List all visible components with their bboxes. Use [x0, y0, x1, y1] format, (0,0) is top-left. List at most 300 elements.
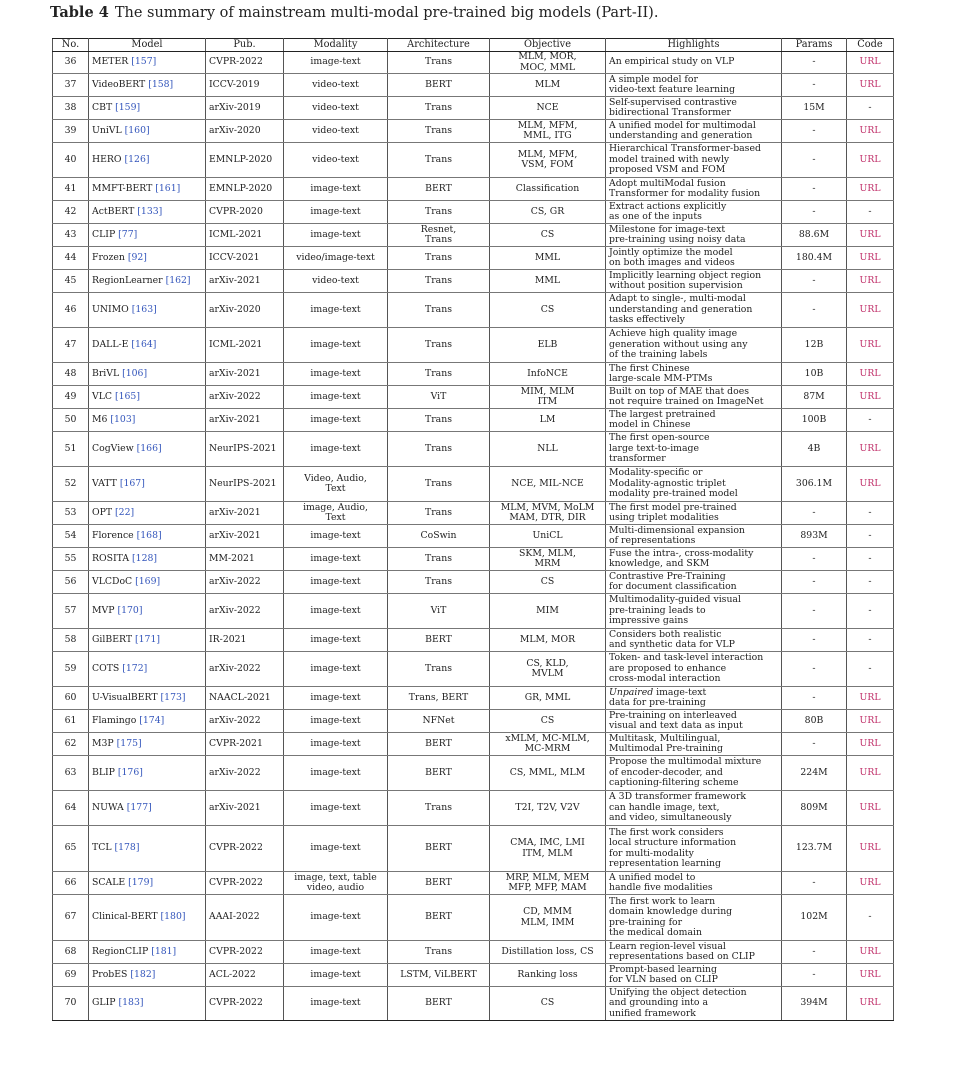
- params-cell: 180.4M: [782, 247, 847, 270]
- architecture-cell: Trans, BERT: [388, 687, 490, 710]
- modality-cell: image-text: [284, 710, 388, 733]
- highlights-cell: Considers both realistic and synthetic data for VLP: [606, 629, 782, 652]
- code-url-link[interactable]: URL: [859, 968, 881, 980]
- table-row: [53, 74, 894, 97]
- code-url-link[interactable]: URL: [859, 367, 881, 379]
- table-row: [53, 120, 894, 143]
- code-cell: [847, 791, 894, 826]
- architecture-cell: Trans: [388, 52, 490, 74]
- row-number: 59: [53, 652, 89, 687]
- params-cell: 306.1M: [782, 467, 847, 502]
- publication-venue: arXiv-2022: [206, 571, 284, 594]
- params-cell: -: [782, 652, 847, 687]
- highlights-cell: The first work to learn domain knowledge during pre-training for the medical domain: [606, 895, 782, 941]
- objective-cell: CS, MML, MLM: [490, 756, 606, 791]
- objective-cell: CD, MMM MLM, IMM: [490, 895, 606, 941]
- modality-cell: image-text: [284, 687, 388, 710]
- code-url-link[interactable]: URL: [859, 945, 881, 957]
- table-row: [53, 629, 894, 652]
- publication-venue: ICCV-2021: [206, 247, 284, 270]
- modality-cell: image-text: [284, 629, 388, 652]
- row-number: 60: [53, 687, 89, 710]
- code-cell: -: [847, 629, 894, 652]
- architecture-cell: NFNet: [388, 710, 490, 733]
- code-url-link[interactable]: URL: [859, 390, 881, 402]
- model-name-text: M6: [92, 413, 111, 425]
- architecture-cell: BERT: [388, 826, 490, 872]
- modality-cell: image-text: [284, 178, 388, 201]
- architecture-cell: Trans: [388, 432, 490, 467]
- col-params-header: Params: [782, 39, 847, 52]
- publication-venue: IR-2021: [206, 629, 284, 652]
- table-row: [53, 872, 894, 895]
- code-url-link[interactable]: URL: [859, 228, 881, 240]
- table-row: [53, 594, 894, 629]
- model-name-text: VLC: [92, 390, 115, 402]
- citation-link[interactable]: [92]: [127, 251, 147, 263]
- highlights-cell: Prompt-based learning for VLN based on CLIP: [606, 964, 782, 987]
- modality-cell: image-text: [284, 386, 388, 409]
- architecture-cell: Trans: [388, 293, 490, 328]
- architecture-cell: CoSwin: [388, 525, 490, 548]
- row-number: 56: [53, 571, 89, 594]
- model-name: [89, 687, 206, 710]
- model-name: [89, 409, 206, 432]
- architecture-cell: ViT: [388, 386, 490, 409]
- row-number: 53: [53, 502, 89, 525]
- model-name-text: Flamingo: [92, 714, 140, 726]
- model-name: [89, 120, 206, 143]
- row-number: 57: [53, 594, 89, 629]
- table-row: [53, 97, 894, 120]
- modality-cell: image-text: [284, 941, 388, 964]
- code-url-link[interactable]: URL: [859, 997, 881, 1009]
- citation-link[interactable]: [106]: [122, 367, 148, 379]
- code-url-link[interactable]: URL: [859, 274, 881, 286]
- publication-venue: CVPR-2022: [206, 52, 284, 74]
- highlights-cell: The largest pretrained model in Chinese: [606, 409, 782, 432]
- model-name: [89, 386, 206, 409]
- model-name-text: HERO: [92, 153, 125, 165]
- highlights-cell: Pre-training on interleaved visual and text data as input: [606, 710, 782, 733]
- table-row: [53, 247, 894, 270]
- publication-venue: arXiv-2022: [206, 652, 284, 687]
- highlights-cell: Built on top of MAE that does not require trained on ImageNet: [606, 386, 782, 409]
- architecture-cell: ViT: [388, 594, 490, 629]
- code-cell: -: [847, 201, 894, 224]
- code-cell: -: [847, 409, 894, 432]
- code-cell: [847, 178, 894, 201]
- row-number: 43: [53, 224, 89, 247]
- highlights-cell: Self-supervised contrastive bidirectional Transformer: [606, 97, 782, 120]
- citation-link[interactable]: [175]: [116, 737, 142, 749]
- row-number: 52: [53, 467, 89, 502]
- model-name: [89, 710, 206, 733]
- citation-link[interactable]: [170]: [117, 604, 143, 616]
- architecture-cell: Trans: [388, 652, 490, 687]
- col-highlights-header: Highlights: [606, 39, 782, 52]
- model-name-text: ProbES: [92, 968, 131, 980]
- model-name: [89, 571, 206, 594]
- model-name-text: MVP: [92, 604, 118, 616]
- objective-cell: Ranking loss: [490, 964, 606, 987]
- code-cell: [847, 293, 894, 328]
- highlights-cell: An empirical study on VLP: [606, 52, 782, 74]
- architecture-cell: Trans: [388, 791, 490, 826]
- code-url-link[interactable]: URL: [859, 303, 881, 315]
- col-model-header: Model: [89, 39, 206, 52]
- table-row: [53, 224, 894, 247]
- code-url-link[interactable]: URL: [859, 477, 881, 489]
- model-name: [89, 293, 206, 328]
- row-number: 45: [53, 270, 89, 293]
- row-number: 62: [53, 733, 89, 756]
- model-name-text: METER: [92, 56, 132, 68]
- citation-link[interactable]: [168]: [136, 529, 162, 541]
- citation-link[interactable]: [176]: [117, 766, 143, 778]
- code-url-link[interactable]: URL: [859, 78, 881, 90]
- code-url-link[interactable]: URL: [859, 766, 881, 778]
- citation-link[interactable]: [171]: [135, 633, 160, 645]
- params-cell: 809M: [782, 791, 847, 826]
- architecture-cell: Trans: [388, 201, 490, 224]
- modality-cell: image-text: [284, 987, 388, 1021]
- highlights-cell: Extract actions explicitly as one of the inputs: [606, 201, 782, 224]
- code-cell: -: [847, 571, 894, 594]
- citation-link[interactable]: [165]: [114, 390, 140, 402]
- model-name: [89, 756, 206, 791]
- modality-cell: image-text: [284, 328, 388, 363]
- objective-cell: MLM: [490, 74, 606, 97]
- code-cell: [847, 964, 894, 987]
- col-architecture-header: Architecture: [388, 39, 490, 52]
- objective-cell: CS: [490, 987, 606, 1021]
- publication-venue: CVPR-2022: [206, 826, 284, 872]
- publication-venue: ICCV-2019: [206, 74, 284, 97]
- model-name: [89, 224, 206, 247]
- modality-cell: image-text: [284, 652, 388, 687]
- model-name-text: OPT: [92, 506, 116, 518]
- citation-link[interactable]: [182]: [130, 968, 156, 980]
- publication-venue: arXiv-2021: [206, 502, 284, 525]
- code-cell: [847, 467, 894, 502]
- code-cell: [847, 224, 894, 247]
- model-name-text: ROSITA: [92, 552, 133, 564]
- model-name-text: Clinical-BERT: [92, 911, 161, 923]
- model-name-text: Frozen: [92, 251, 128, 263]
- architecture-cell: Trans: [388, 143, 490, 178]
- citation-link[interactable]: [22]: [115, 506, 135, 518]
- modality-cell: image, text, table video, audio: [284, 872, 388, 895]
- publication-venue: CVPR-2022: [206, 872, 284, 895]
- code-cell: [847, 120, 894, 143]
- row-number: 39: [53, 120, 89, 143]
- highlights-cell: A unified model for multimodal understanding and generation: [606, 120, 782, 143]
- code-cell: [847, 363, 894, 386]
- highlights-cell: Learn region-level visual representations based on CLIP: [606, 941, 782, 964]
- architecture-cell: Trans: [388, 120, 490, 143]
- modality-cell: image-text: [284, 52, 388, 74]
- modality-cell: image-text: [284, 201, 388, 224]
- objective-cell: GR, MML: [490, 687, 606, 710]
- objective-cell: ELB: [490, 328, 606, 363]
- code-url-link[interactable]: URL: [859, 153, 881, 165]
- table-row: [53, 733, 894, 756]
- table-row: [53, 652, 894, 687]
- code-url-link[interactable]: URL: [859, 56, 881, 68]
- highlights-cell: Milestone for image-text pre-training using noisy data: [606, 224, 782, 247]
- row-number: 37: [53, 74, 89, 97]
- col-modality-header: Modality: [284, 39, 388, 52]
- publication-venue: arXiv-2022: [206, 386, 284, 409]
- objective-cell: CS: [490, 293, 606, 328]
- modality-cell: image-text: [284, 964, 388, 987]
- objective-cell: UniCL: [490, 525, 606, 548]
- citation-link[interactable]: [103]: [110, 413, 136, 425]
- model-name-text: GilBERT: [92, 633, 135, 645]
- highlights-cell: A unified model to handle five modalities: [606, 872, 782, 895]
- model-name-text: BLIP: [92, 766, 118, 778]
- objective-cell: T2I, T2V, V2V: [490, 791, 606, 826]
- model-name: [89, 432, 206, 467]
- model-name: [89, 201, 206, 224]
- citation-link[interactable]: [178]: [114, 842, 140, 854]
- citation-link[interactable]: [177]: [126, 801, 152, 813]
- row-number: 63: [53, 756, 89, 791]
- objective-cell: Distillation loss, CS: [490, 941, 606, 964]
- publication-venue: arXiv-2022: [206, 710, 284, 733]
- model-name: [89, 52, 206, 74]
- table-row: [53, 502, 894, 525]
- code-url-link[interactable]: URL: [859, 737, 881, 749]
- modality-cell: image-text: [284, 409, 388, 432]
- publication-venue: arXiv-2022: [206, 756, 284, 791]
- row-number: 42: [53, 201, 89, 224]
- architecture-cell: Trans: [388, 548, 490, 571]
- code-cell: [847, 733, 894, 756]
- citation-link[interactable]: [126]: [124, 153, 150, 165]
- citation-link[interactable]: [161]: [155, 182, 181, 194]
- publication-venue: EMNLP-2020: [206, 178, 284, 201]
- highlights-cell: Adapt to single-, multi-modal understanding and generation tasks effectively: [606, 293, 782, 328]
- citation-link[interactable]: [164]: [131, 338, 157, 350]
- objective-cell: InfoNCE: [490, 363, 606, 386]
- model-name: [89, 548, 206, 571]
- code-cell: [847, 872, 894, 895]
- row-number: 51: [53, 432, 89, 467]
- table-caption-label: Table 4: [50, 4, 109, 21]
- architecture-cell: Trans: [388, 941, 490, 964]
- modality-cell: image-text: [284, 432, 388, 467]
- citation-link[interactable]: [172]: [122, 662, 148, 674]
- table-row: [53, 467, 894, 502]
- modality-cell: video-text: [284, 97, 388, 120]
- publication-venue: CVPR-2022: [206, 941, 284, 964]
- modality-cell: video/image-text: [284, 247, 388, 270]
- row-number: 46: [53, 293, 89, 328]
- highlights-cell: Fuse the intra-, cross-modality knowledge, and SKM: [606, 548, 782, 571]
- row-number: 67: [53, 895, 89, 941]
- citation-link[interactable]: [77]: [118, 228, 138, 240]
- citation-link[interactable]: [163]: [131, 303, 157, 315]
- params-cell: -: [782, 629, 847, 652]
- row-number: 40: [53, 143, 89, 178]
- params-cell: 87M: [782, 386, 847, 409]
- objective-cell: MML: [490, 270, 606, 293]
- code-cell: -: [847, 548, 894, 571]
- table-row: [53, 52, 894, 74]
- model-name-text: UniVL: [92, 124, 125, 136]
- code-url-link[interactable]: URL: [859, 691, 881, 703]
- objective-cell: MLM, MFM, MML, ITG: [490, 120, 606, 143]
- model-name-text: NUWA: [92, 801, 127, 813]
- citation-link[interactable]: [166]: [136, 442, 162, 454]
- col-code-header: Code: [847, 39, 894, 52]
- architecture-cell: BERT: [388, 733, 490, 756]
- model-name: [89, 872, 206, 895]
- code-cell: [847, 143, 894, 178]
- model-name-text: U-VisualBERT: [92, 691, 161, 703]
- model-name: [89, 964, 206, 987]
- col-pub-header: Pub.: [206, 39, 284, 52]
- params-cell: 224M: [782, 756, 847, 791]
- highlights-cell: Unifying the object detection and grounding into a unified framework: [606, 987, 782, 1021]
- architecture-cell: BERT: [388, 178, 490, 201]
- objective-cell: MML: [490, 247, 606, 270]
- params-cell: -: [782, 201, 847, 224]
- objective-cell: LM: [490, 409, 606, 432]
- code-url-link[interactable]: URL: [859, 251, 881, 263]
- model-name: [89, 247, 206, 270]
- objective-cell: NCE, MIL-NCE: [490, 467, 606, 502]
- code-cell: -: [847, 895, 894, 941]
- row-number: 44: [53, 247, 89, 270]
- params-cell: 80B: [782, 710, 847, 733]
- code-url-link[interactable]: URL: [859, 124, 881, 136]
- row-number: 68: [53, 941, 89, 964]
- table-row: [53, 386, 894, 409]
- table-row: [53, 791, 894, 826]
- code-url-link[interactable]: URL: [859, 442, 881, 454]
- citation-link[interactable]: [133]: [137, 205, 163, 217]
- objective-cell: MIM, MLM ITM: [490, 386, 606, 409]
- modality-cell: image-text: [284, 548, 388, 571]
- citation-link[interactable]: [160]: [124, 124, 150, 136]
- citation-link[interactable]: [183]: [118, 997, 144, 1009]
- model-name: [89, 525, 206, 548]
- model-name: [89, 987, 206, 1021]
- citation-link[interactable]: [157]: [131, 56, 157, 68]
- model-name-text: SCALE: [92, 876, 129, 888]
- highlights-cell: A simple model for video-text feature learning: [606, 74, 782, 97]
- modality-cell: image-text: [284, 571, 388, 594]
- highlights-cell: Multimodality-guided visual pre-training leads to impressive gains: [606, 594, 782, 629]
- citation-link[interactable]: [173]: [160, 691, 186, 703]
- col-no-header: No.: [53, 39, 89, 52]
- code-url-link[interactable]: URL: [859, 338, 881, 350]
- model-name: [89, 97, 206, 120]
- objective-cell: MLM, MFM, VSM, FOM: [490, 143, 606, 178]
- objective-cell: MRP, MLM, MEM MFP, MFP, MAM: [490, 872, 606, 895]
- params-cell: 394M: [782, 987, 847, 1021]
- table-caption: [50, 4, 658, 21]
- code-url-link[interactable]: URL: [859, 182, 881, 194]
- row-number: 54: [53, 525, 89, 548]
- citation-link[interactable]: [159]: [115, 101, 141, 113]
- highlights-cell: Adopt multiModal fusion Transformer for modality fusion: [606, 178, 782, 201]
- highlights-cell: The first open-source large text-to-image transformer: [606, 432, 782, 467]
- highlights-cell: Hierarchical Transformer-based model trained with newly proposed VSM and FOM: [606, 143, 782, 178]
- modality-cell: image-text: [284, 826, 388, 872]
- code-url-link[interactable]: URL: [859, 801, 881, 813]
- params-cell: -: [782, 964, 847, 987]
- code-cell: [847, 386, 894, 409]
- citation-link[interactable]: [162]: [165, 274, 191, 286]
- code-cell: [847, 941, 894, 964]
- citation-link[interactable]: [158]: [148, 78, 174, 90]
- table-row: [53, 710, 894, 733]
- citation-link[interactable]: [167]: [119, 477, 145, 489]
- citation-link[interactable]: [179]: [128, 876, 154, 888]
- architecture-cell: Trans: [388, 571, 490, 594]
- model-name-text: UNIMO: [92, 303, 132, 315]
- publication-venue: ICML-2021: [206, 328, 284, 363]
- architecture-cell: Trans: [388, 97, 490, 120]
- citation-link[interactable]: [181]: [151, 945, 177, 957]
- table-row: [53, 143, 894, 178]
- code-url-link[interactable]: URL: [859, 876, 881, 888]
- table-row: [53, 432, 894, 467]
- table-row: [53, 270, 894, 293]
- col-objective-header: Objective: [490, 39, 606, 52]
- code-cell: [847, 687, 894, 710]
- code-url-link[interactable]: URL: [859, 714, 881, 726]
- model-name-text: COTS: [92, 662, 123, 674]
- code-cell: [847, 52, 894, 74]
- publication-venue: CVPR-2021: [206, 733, 284, 756]
- code-cell: [847, 270, 894, 293]
- architecture-cell: Trans: [388, 502, 490, 525]
- publication-venue: CVPR-2020: [206, 201, 284, 224]
- row-number: 58: [53, 629, 89, 652]
- citation-link[interactable]: [174]: [139, 714, 165, 726]
- model-name: [89, 652, 206, 687]
- model-name-text: BriVL: [92, 367, 123, 379]
- citation-link[interactable]: [169]: [135, 575, 161, 587]
- model-name: [89, 629, 206, 652]
- objective-cell: NCE: [490, 97, 606, 120]
- citation-link[interactable]: [128]: [132, 552, 158, 564]
- architecture-cell: Trans: [388, 363, 490, 386]
- objective-cell: CS, GR: [490, 201, 606, 224]
- objective-cell: MLM, MVM, MoLM MAM, DTR, DIR: [490, 502, 606, 525]
- row-number: 70: [53, 987, 89, 1021]
- model-name-text: Florence: [92, 529, 137, 541]
- modality-cell: image-text: [284, 733, 388, 756]
- params-cell: -: [782, 502, 847, 525]
- model-name: [89, 791, 206, 826]
- citation-link[interactable]: [180]: [160, 911, 186, 923]
- params-cell: -: [782, 74, 847, 97]
- architecture-cell: BERT: [388, 74, 490, 97]
- table-row: [53, 826, 894, 872]
- params-cell: 893M: [782, 525, 847, 548]
- objective-cell: CMA, IMC, LMI ITM, MLM: [490, 826, 606, 872]
- params-cell: -: [782, 143, 847, 178]
- architecture-cell: BERT: [388, 756, 490, 791]
- architecture-cell: Resnet, Trans: [388, 224, 490, 247]
- code-url-link[interactable]: URL: [859, 842, 881, 854]
